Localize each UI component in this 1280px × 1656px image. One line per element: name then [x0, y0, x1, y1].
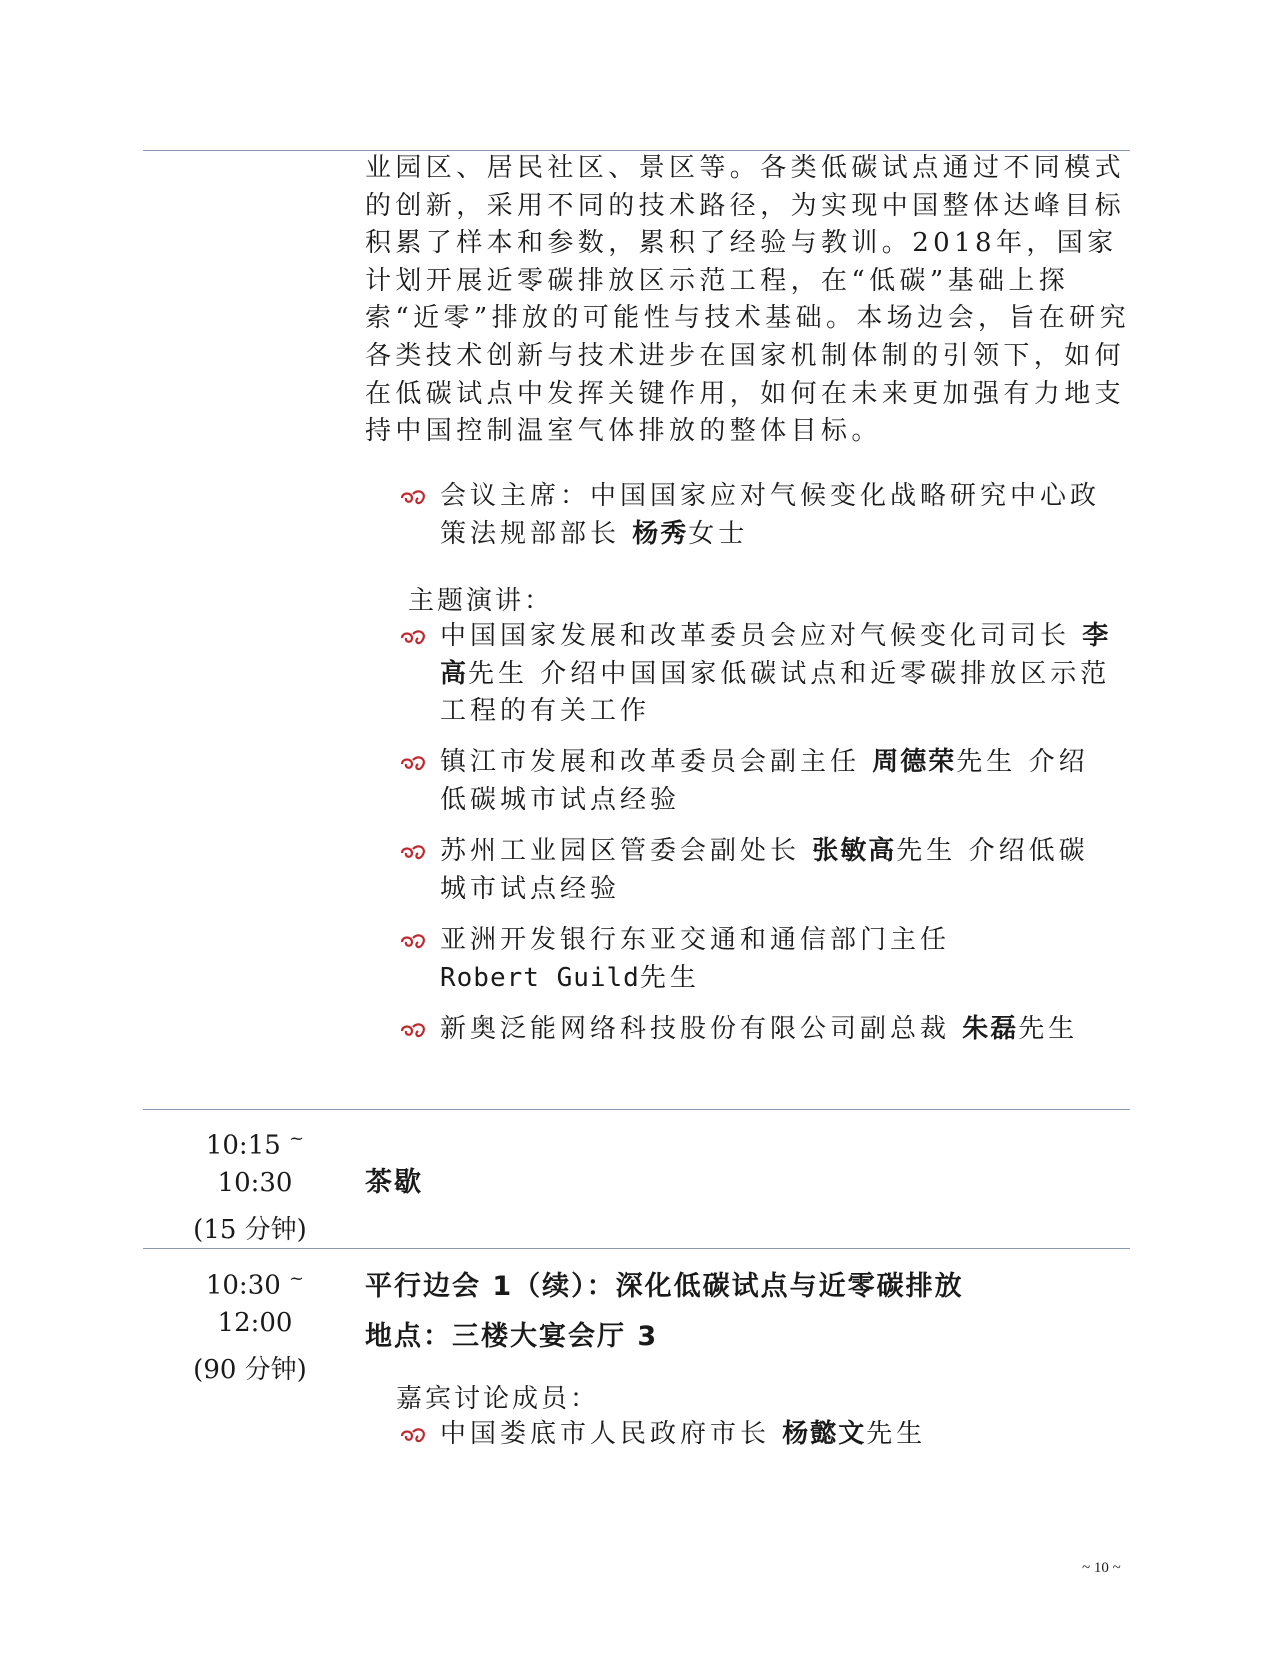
speaker-affiliation: 镇江市发展和改革委员会副主任 — [440, 747, 861, 777]
section-divider — [143, 1109, 1130, 1110]
speaker-affiliation: 亚洲开发银行东亚交通和通信部门主任 — [440, 925, 951, 955]
speaker-honorific: 先生 — [468, 658, 529, 689]
speaker-affiliation: 苏州工业园区管委会副处长 — [440, 836, 801, 866]
speaker-name: 朱磊 — [962, 1014, 1019, 1044]
break-tilde: ~ — [289, 1128, 305, 1149]
intro-paragraph: 业园区、居民社区、景区等。各类低碳试点通过不同模式的创新，采用不同的技术路径，为实现中国整体达峰目标积累了样本和参数，累积了经验与教训。2018年，国家计划开展近零碳排放区示范工程，在“低碳”基础上探索“近零”排放的可能性与技术基础。本场边会，旨在研究各类技术创新与技术进步在国家机制体制的引领下，如何在低碳试点中发挥关键作用，如何在未来更加强有力地支持中国控制温室气体排放的整体目标。 — [365, 153, 1130, 447]
speaker-item — [400, 1011, 1115, 1049]
session-end: 12:00 — [217, 1307, 293, 1338]
speaker-topic: 介绍低碳城市试点经验 — [440, 836, 1089, 904]
panelist-honorific: 先生 — [866, 1419, 927, 1449]
speaker-item — [400, 618, 1115, 731]
session-location: 地点：三楼大宴会厅 3 — [365, 1321, 659, 1352]
panelist-affiliation: 中国娄底市人民政府市长 — [440, 1419, 771, 1449]
speaker-name: Robert Guild — [440, 962, 640, 993]
keynote-label: 主题演讲： — [408, 586, 554, 616]
speaker-affiliation: 中国国家发展和改革委员会应对气候变化司司长 — [440, 621, 1071, 651]
chair-title: 女士 — [688, 518, 749, 549]
break-time — [185, 1120, 325, 1249]
speaker-affiliation: 新奥泛能网络科技股份有限公司副总裁 — [440, 1014, 951, 1044]
chair-item — [400, 478, 1115, 553]
break-duration: (15 分钟) — [193, 1214, 307, 1245]
speaker-honorific: 先生 — [1018, 1014, 1079, 1044]
speaker-honorific: 先生 — [639, 962, 700, 993]
session-time — [185, 1260, 325, 1389]
page-number: ~ 10 ~ — [1082, 1560, 1121, 1576]
break-end: 10:30 — [217, 1167, 293, 1198]
panelist-name: 杨懿文 — [782, 1419, 867, 1449]
speaker-honorific: 先生 — [956, 747, 1017, 777]
session-start: 10:30 — [205, 1270, 281, 1301]
chair-text: 会议主席：中国国家应对气候变化战略研究中心政策法规部部长 — [440, 481, 1101, 549]
speaker-item — [400, 744, 1115, 819]
panelist-item — [400, 1416, 1115, 1454]
speaker-name: 张敏高 — [812, 836, 897, 866]
speaker-topic: 介绍低碳城市试点经验 — [440, 747, 1089, 815]
session-duration: (90 分钟) — [193, 1354, 307, 1385]
session-title: 平行边会 1（续）：深化低碳试点与近零碳排放 — [365, 1271, 964, 1302]
speaker-item — [400, 833, 1115, 908]
section-divider — [143, 1248, 1130, 1249]
chair-name: 杨秀 — [632, 518, 689, 549]
speaker-name: 李高 — [440, 621, 1111, 689]
speaker-item — [400, 922, 1040, 997]
speaker-topic: 介绍中国国家低碳试点和近零碳排放区示范工程的有关工作 — [440, 658, 1111, 727]
speaker-honorific: 先生 — [896, 836, 957, 866]
panel-label: 嘉宾讨论成员： — [396, 1384, 600, 1414]
break-title: 茶歇 — [365, 1167, 423, 1198]
break-start: 10:15 — [205, 1130, 281, 1161]
session-tilde: ~ — [289, 1268, 305, 1289]
speaker-name: 周德荣 — [872, 747, 957, 777]
